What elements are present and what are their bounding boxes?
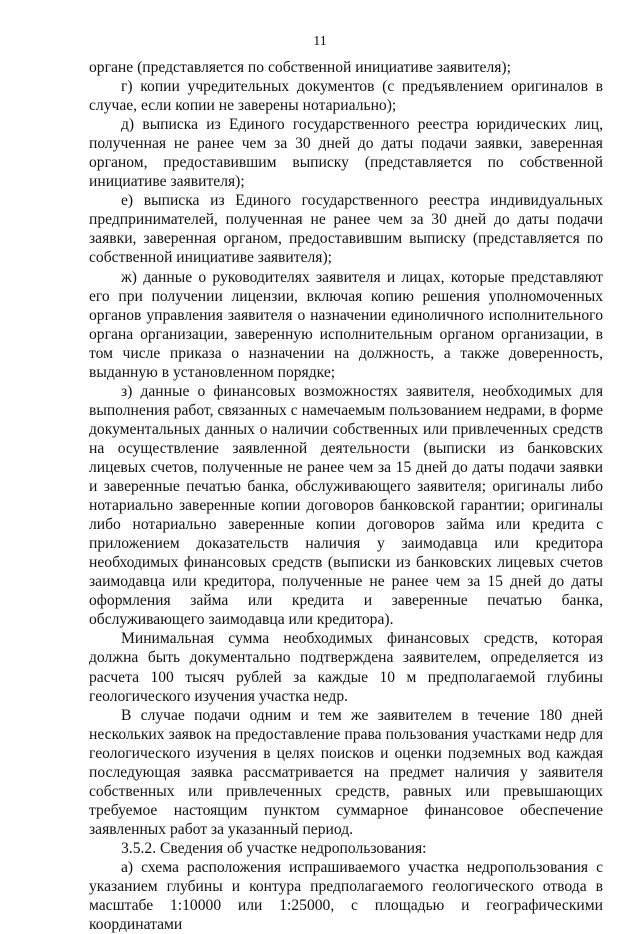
paragraph-item-d: д) выписка из Единого государственного реестра юридических лиц, полученная не ранее чем за 30 дней до даты подачи заявки, заверенная органом, предоставившим выписку (представляется по собственной инициативе заявителя); <box>89 116 603 191</box>
paragraph-item-z: з) данные о финансовых возможностях заявителя, необходимых для выполнения работ, связанных с намечаемым пользованием недрами, в форме документальных данных о наличии собственных или привлеченных средств на осуществление заявленной деятельности (выписки из банковских лицевых счетов, полученные не ранее чем за 15 дней до даты подачи заявки и заверенные печатью банка, обслуживающего заявителя; оригиналы либо нотариально заверенные копии договоров банковской гарантии; оригиналы либо нотариально заверенные копии договоров займа или кредита с приложением доказательств наличия у заимодавца или кредитора необходимых финансовых средств (выписки из банковских лицевых счетов заимодавца или кредитора, полученные не ранее чем за 15 дней до даты оформления займа или кредита и заверенные печатью банка, обслуживающего заимодавца или кредитора). <box>89 382 603 629</box>
paragraph-item-e: е) выписка из Единого государственного реестра индивидуальных предпринимателей, полученная не ранее чем за 30 дней до даты подачи заявки, заверенная органом, предоставившим выписку (представляется по собственной инициативе заявителя); <box>89 192 603 267</box>
page-number: 11 <box>313 34 327 49</box>
document-body <box>89 58 603 934</box>
paragraph-section-3-5-2: 3.5.2. Сведения об участке недропользования: <box>121 839 427 857</box>
paragraph-multiple-applications: В случае подачи одним и тем же заявителем в течение 180 дней нескольких заявок на предоставление права пользования участками недр для геологического изучения в целях поисков и оценки подземных вод каждая последующая заявка рассматривается на предмет наличия у заявителя собственных или привлеченных средств, равных или превышающих требуемое настоящим пунктом суммарное финансовое обеспечение заявленных работ за указанный период. <box>89 706 603 838</box>
paragraph-item-a: а) схема расположения испрашиваемого участка недропользования с указанием глубины и контура предполагаемого геологического отвода в масштабе 1:10000 или 1:25000, с площадью и географическими координатами <box>89 858 603 934</box>
paragraph-minimum-sum: Минимальная сумма необходимых финансовых средств, которая должна быть документально подтверждена заявителем, определяется из расчета 100 тысяч рублей за каждые 10 м предполагаемой глубины геологического изучения участка недр. <box>89 630 603 705</box>
paragraph-organ-continuation: органе (представляется по собственной инициативе заявителя); <box>89 59 511 76</box>
paragraph-item-zh: ж) данные о руководителях заявителя и лицах, которые представляют его при получении лицензии, включая копию решения уполномоченных органов управления заявителя о назначении единоличного исполнительного органа организации, заверенную исполнительным органом организации, в том числе приказа о назначении на должность, а также доверенность, выданную в установленном порядке; <box>89 268 603 381</box>
paragraph-item-g: г) копии учредительных документов (с предъявлением оригиналов в случае, если копии не заверены нотариально); <box>89 78 603 115</box>
